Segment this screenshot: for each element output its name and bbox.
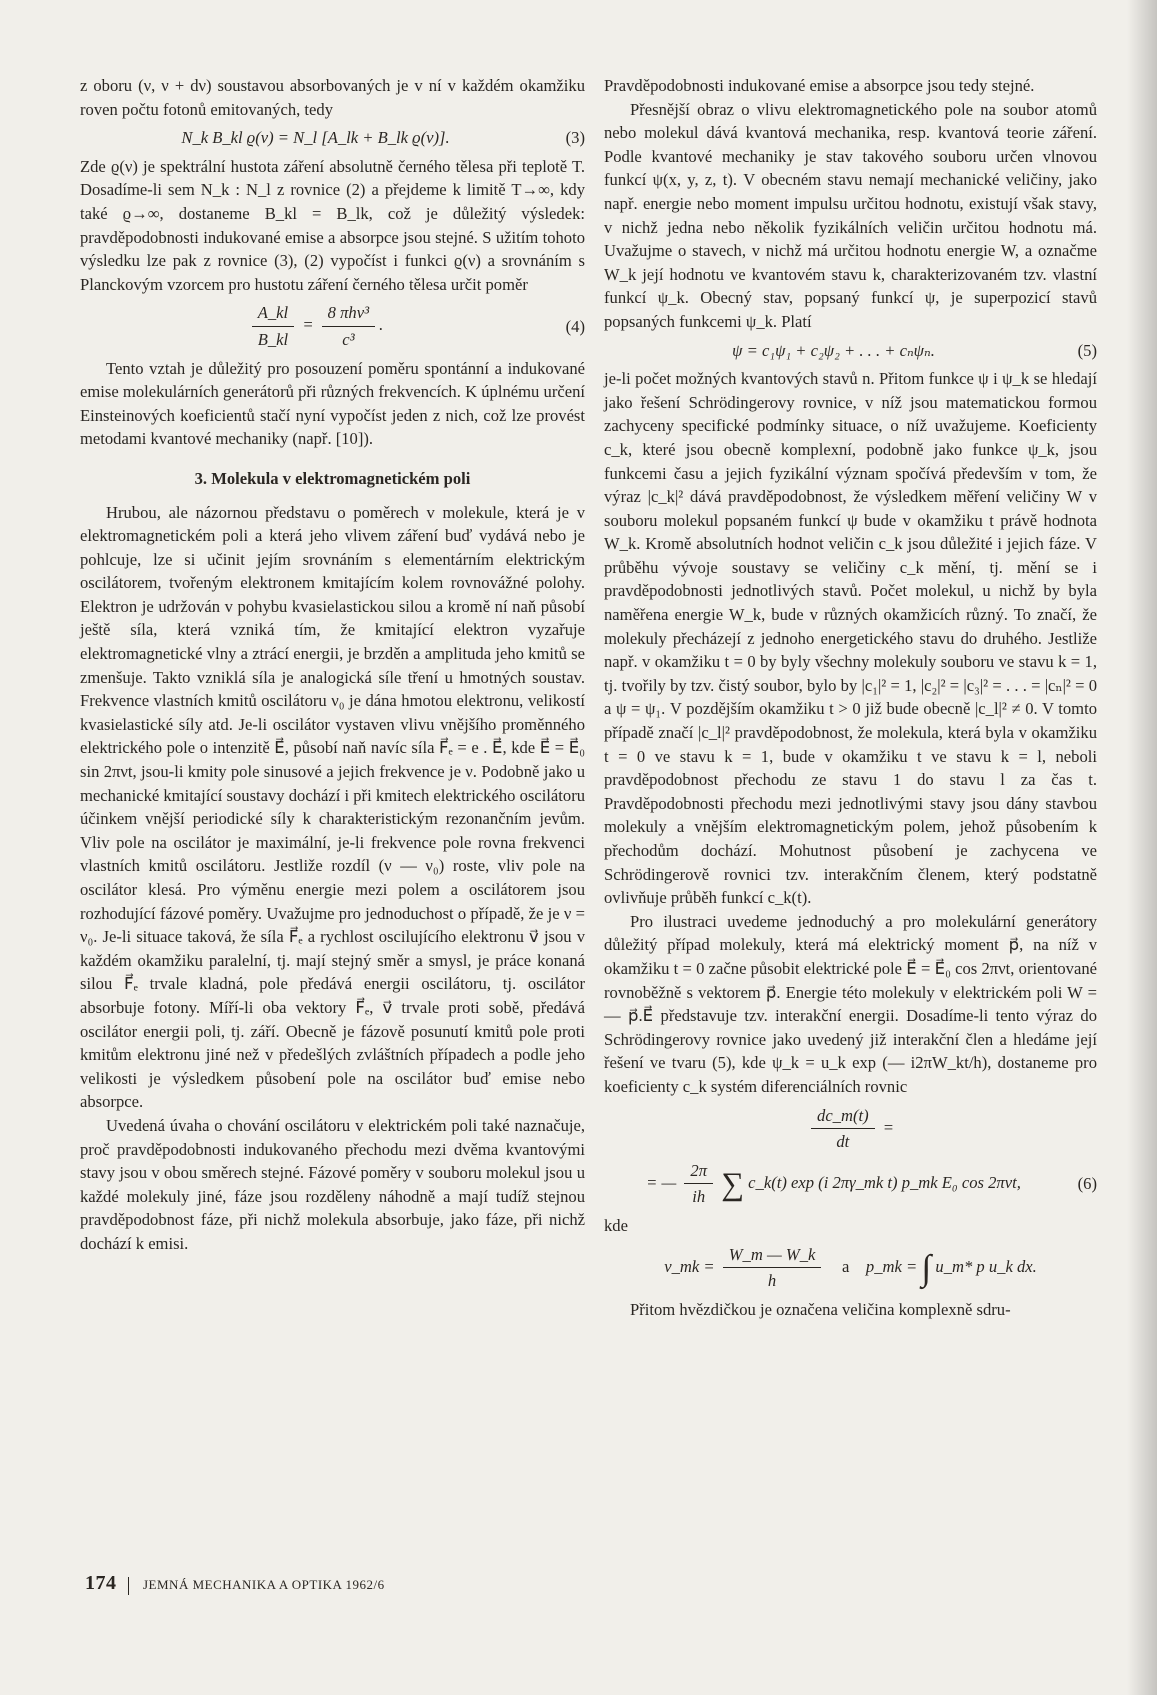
section-heading: 3. Molekula v elektromagnetickém poli <box>194 468 471 488</box>
page-footer <box>85 1572 385 1595</box>
fraction <box>322 301 375 351</box>
denominator: B_kl <box>257 329 289 349</box>
paragraph: Přitom hvězdičkou je označena veličina komplexně sdru- <box>630 1299 1011 1319</box>
equation-body <box>604 1104 1097 1154</box>
numerator: W_m — W_k <box>723 1243 822 1269</box>
equation-number: (5) <box>1077 340 1097 360</box>
numerator: 8 πhν³ <box>322 301 375 327</box>
equation-rhs-lead: p_mk = <box>865 1256 918 1276</box>
page-edge-shadow <box>1127 0 1157 1695</box>
equation-body: $\frac{A\_kl}{B\_kl}$ = $\frac{\text{8 πhν³}}{\text{c³}}$ . <box>80 301 551 351</box>
numerator: 2π <box>684 1159 713 1185</box>
summation-symbol: ∑ <box>721 1165 745 1202</box>
integral-symbol: ∫ <box>921 1246 932 1287</box>
fraction <box>252 301 294 351</box>
journal-name: JEMNÁ MECHANIKA A OPTIKA 1962/6 <box>143 1577 385 1592</box>
fraction <box>684 1159 713 1209</box>
equation-3 <box>80 126 585 150</box>
equation-7 <box>604 1243 1097 1293</box>
paragraph: Uvedená úvaha o chování oscilátoru v elektrickém poli také naznačuje, proč pravděpodobnosti indukovaného přechodu mezi dvěma kvantovými stavy jsou v obou směrech stejné. Fázové poměry v souboru molekul jsou u každé molekuly jiné, fáze jsou rozděleny náhodně a mají tudíž stejnou pravděpodobnost fáze, při nichž molekula absorbuje, jako fáze, při nichž dochází k emisi. <box>80 1115 585 1253</box>
numerator: A_kl <box>252 301 294 327</box>
paragraph: je-li počet možných kvantových stavů n. Přitom funkce ψ i ψ_k se hledají jako řešení Schrödingerovy rovnice, v níž jsou matematickou formou zachyceny specifické podmínky situace, o níž uvažujeme. Koeficienty c_k, které jsou obecně komplexní, podobně jako funkce ψ_k, jsou funkcemi času a jejich fyzikální význam spočívá především v tom, že výraz |c_k|² dává pravděpodobnost, že výsledkem měření veličiny W v souboru molekul popsaném funkcí ψ bude v okamžiku t právě hodnota W_k. Kromě absolutních hodnot veličin c_k jsou důležité i jejich fáze. V průběhu vývoje soustavy se veličiny c_k mění, tj. mění se i pravděpodobnosti jednotlivých stavů. Počet molekul, u nichž by byla naměřena energie W_k, bude v různých okamžicích různý. To značí, že molekuly přecházejí z jednoho energetického stavu do druhého. Jestliže např. v okamžiku t = 0 by byly všechny molekuly souboru ve stavu k = 1, tj. tvořily by tzv. čistý soubor, bylo by |c₁|² = 1, |c₂|² = |c₃|² = . . . = |cₙ|² = 0 a ψ = ψ₁. V pozdějším okamžiku t > 0 již bude obecně |c_l|² ≠ 0. V tomto případě značí |c_l|² pravděpodobnost, že molekula, která byla v okamžiku t = 0 ve stavu k = 1, bude v okamžiku t ve stavu k = l, neboli pravděpodobnost přechodu ze stavu 1 do stavu l za čas t. Pravděpodobnosti přechodu mezi jednotlivými stavy jsou dány stavbou molekuly a vnějším elektromagnetickým polem, jehož působením k přechodům dochází. Mohutnost působení je zachycena ve Schrödingerově rovnici tzv. interakčním členem, který podstatně ovlivňuje průběh funkcí c_k(t). <box>604 369 1097 908</box>
equation-number: (6) <box>1077 1174 1097 1194</box>
equation-body: ψ = c₁ψ₁ + c₂ψ₂ + . . . + cₙψₙ. <box>732 340 935 360</box>
fraction <box>811 1104 875 1154</box>
numerator: dc_m(t) <box>811 1104 875 1130</box>
equation-6-top <box>604 1104 1097 1154</box>
equation-6 <box>604 1159 1097 1209</box>
right-column <box>604 74 1097 1321</box>
equation-rhs: u_m* p u_k dx. <box>935 1256 1037 1276</box>
page-number: 174 <box>85 1572 117 1594</box>
paragraph: Zde ϱ(ν) je spektrální hustota záření absolutně černého tělesa při teplotě T. Dosadíme-li sem N_k : N_l z rovnice (2) a přejdeme k limitě T→∞, kdy také ϱ→∞, dostaneme B_kl = B_lk, což je důležitý výsledek: pravděpodobnosti indukované emise a absorpce jsou stejné. S užitím tohoto výsledku lze pak z rovnice (3), (2) vypočíst i funkci ϱ(ν) a srovnáním s Planckovým vzorcem pro hustotu záření černého tělesa určit poměr <box>80 156 585 294</box>
equation-4 <box>80 301 585 351</box>
equation-lead: = — <box>646 1172 677 1192</box>
paragraph: Pro ilustraci uvedeme jednoduchý a pro molekulární generátory důležitý případ molekuly, která má elektrický moment p⃗, na níž v okamžiku t = 0 začne působit elektrické pole E⃗ = E⃗₀ cos 2πνt, orientované rovnoběžně s vektorem p⃗. Energie této molekuly v elektrickém poli W = — p⃗.E⃗ představuje tzv. interakční energii. Dosadíme-li tento výraz do Schrödingerovy rovnice jako uvedený již interakční člen a hledáme její řešení ve tvaru (5), kde ψ_k = u_k exp (— i2πW_kt/h), dostaneme pro koeficienty c_k systém diferenciálních rovnic <box>604 911 1097 1096</box>
equation-lhs: ν_mk = <box>664 1256 715 1276</box>
equation-body: N_k B_kl ϱ(ν) = N_l [A_lk + B_lk ϱ(ν)]. <box>181 128 450 148</box>
paragraph: Tento vztah je důležitý pro posouzení poměru spontánní a indukované emise molekulárních generátorů při různých frekvencích. K úplnému určení Einsteinových koeficientů stačí nyní vypočíst jeden z nich, což lze provést metodami kvantové mechaniky (např. [10]). <box>80 358 585 449</box>
equation-number: (4) <box>565 316 585 336</box>
equation-body <box>604 1159 1063 1209</box>
equation-body <box>604 1243 1097 1293</box>
equation-rest: c_k(t) exp (i 2πγ_mk t) p_mk E₀ cos 2πνt, <box>748 1172 1021 1192</box>
denominator: h <box>767 1271 777 1291</box>
denominator: dt <box>836 1132 850 1152</box>
footer-divider <box>128 1577 129 1595</box>
denominator: c³ <box>342 329 355 349</box>
equation-number: (3) <box>565 128 585 148</box>
left-column <box>80 74 585 1256</box>
paragraph: Pravděpodobnosti indukované emise a absorpce jsou tedy stejné. <box>604 76 1035 95</box>
equals-sign: = <box>882 1117 894 1137</box>
fraction <box>723 1243 822 1293</box>
equation-5 <box>604 339 1097 363</box>
paragraph: Hrubou, ale názornou představu o poměrech v molekule, která je v elektromagnetickém poli a která jeho vlivem záření buď vydává nebo je pohlcuje, lze si učinit jejím srovnáním s elementárním elektrickým oscilátorem, tvořeným elektronem kmitajícím kolem rovnovážné polohy. Elektron je udržován v pohybu kvasielastickou silou a kromě ní naň působí ještě síla, která vzniká tím, že kmitající elektron vyzařuje elektromagnetické vlny a ztrácí energii, je brzděn a amplituda jeho kmitů se zmenšuje. Takto vzniklá síla je analogická síle tření u hmotných soustav. Frekvence vlastních kmitů oscilátoru ν₀ je dána hmotou elektronu, velikostí kvasielastické síly atd. Je-li oscilátor vystaven vlivu vnějšího proměnného elektrického pole o intenzitě E⃗, působí naň navíc síla F⃗ₑ = e . E⃗, kde E⃗ = E⃗₀ sin 2πνt, jsou-li kmity pole sinusové a jejich frekvence je ν. Podobně jako u mechanické kmitající soustavy dochází i při kmitech elektrického oscilátoru účinkem vnější periodické síly k charakteristickým rezonančním jevům. Vliv pole na oscilátor je maximální, je-li frekvence pole rovna frekvenci vlastních kmitů oscilátoru. Jestliže rozdíl (ν — ν₀) roste, vliv pole na oscilátor klesá. Pro výměnu energie mezi polem a oscilátorem jsou rozhodující fázové poměry. Uvažujme pro jednoduchost o případě, že je ν = ν₀. Je-li situace taková, že síla F⃗ₑ a rychlost oscilujícího elektronu v⃗ jsou v každém okamžiku paralelní, tj. mají stejný směr a smysl, je práce konaná silou F⃗ₑ trvale kladná, pole předává energii oscilátoru, tj. oscilátor absorbuje fotony. Míří-li oba vektory F⃗ₑ, v⃗ trvale proti sobě, předává oscilátor energii poli, tj. září. Obecně je fázově posunutí kmitů pole proti kmitům elektronu jiné než v předešlých zvláštních případech a podle jeho velikosti je výsledkem působení pole na oscilátor buď emise nebo absorpce. <box>80 502 586 1112</box>
paragraph: z oboru (ν, ν + dν) soustavou absorbovaných je v ní v každém okamžiku roven počtu fotonů emitovaných, tedy <box>80 76 585 119</box>
paragraph: kde <box>604 1215 628 1235</box>
denominator: ih <box>692 1187 706 1207</box>
conjunction: a <box>841 1256 850 1276</box>
paragraph: Přesnější obraz o vlivu elektromagnetického pole na soubor atomů nebo molekul dává kvantová mechanika, resp. kvantová teorie záření. Podle kvantové mechaniky je stav takového souboru určen vlnovou funkcí ψ(x, y, z, t). V obecném stavu nemají mechanické veličiny, jako např. energie nebo moment impulsu určitou hodnotu, existují však stavy, v nichž jedna nebo několik fyzikálních veličin určitou hodnotu má. Uvažujme o stavech, v nichž má určitou hodnotu energie W, a označme W_k její hodnotu ve kvantovém stavu k, charakterizovaném tzv. vlastní funkcí ψ_k. Obecný stav, popsaný funkcí ψ, je superpozicí stavů popsaných funkcemi ψ_k. Platí <box>604 99 1097 331</box>
